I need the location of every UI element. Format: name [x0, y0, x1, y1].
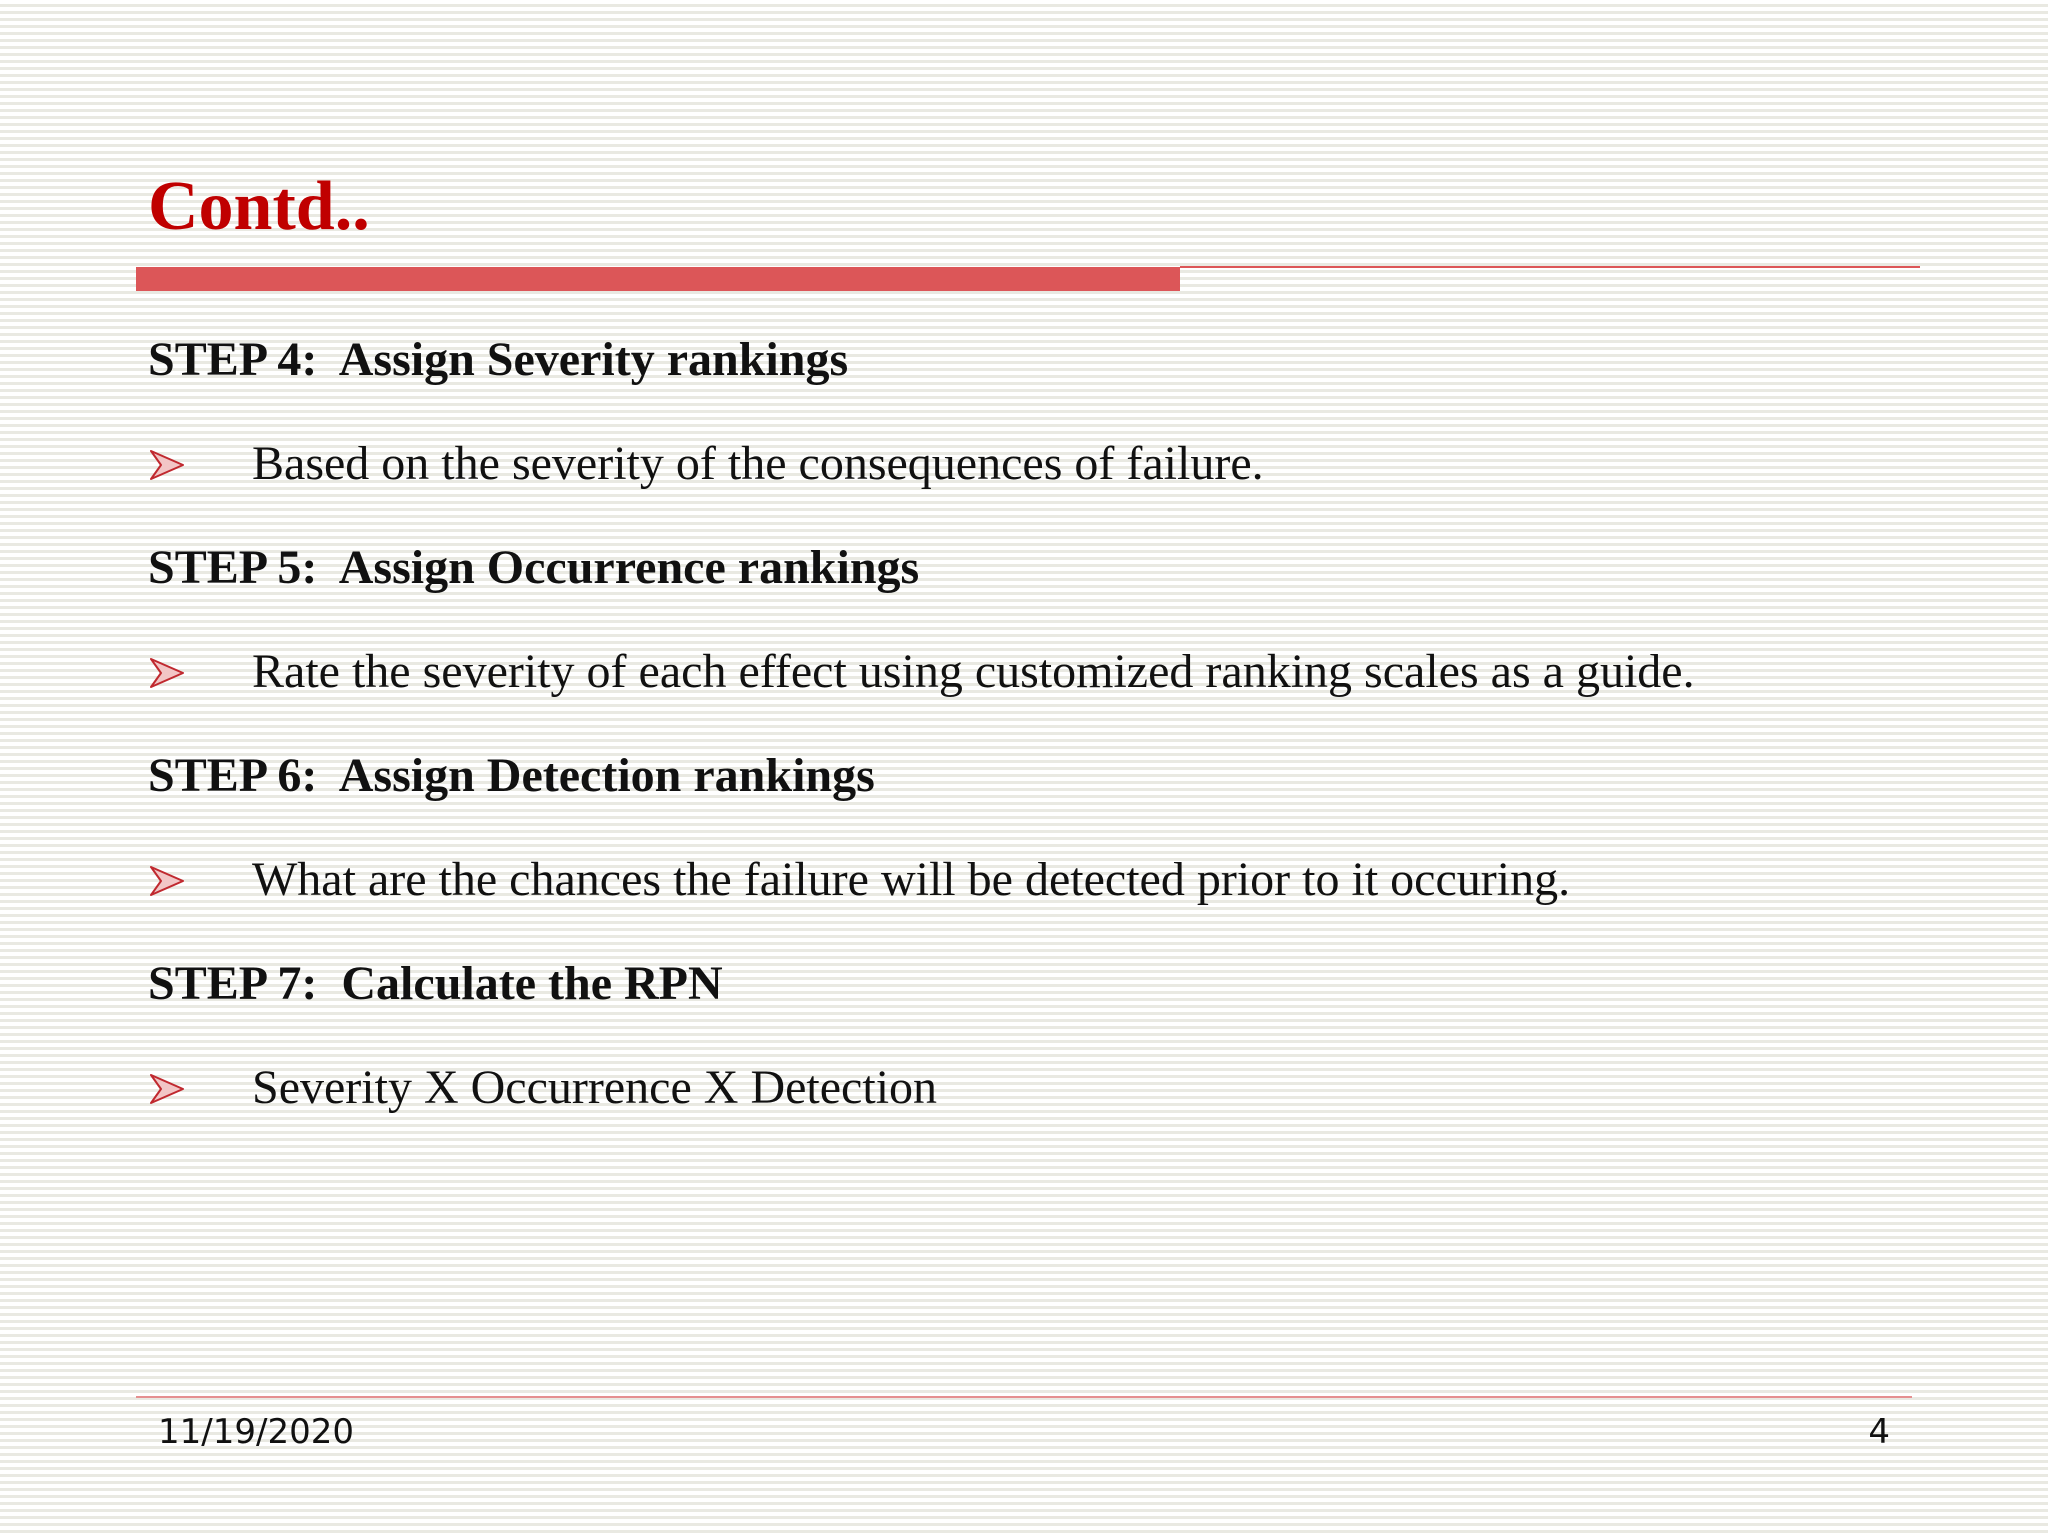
arrowhead-bullet-icon	[150, 448, 184, 482]
step-5-heading: STEP 5: Assign Occurrence rankings	[148, 541, 920, 594]
title-underline-rule	[1180, 266, 1920, 268]
arrowhead-bullet-icon	[150, 864, 184, 898]
step-7-bullet	[148, 1058, 1928, 1118]
slide-content	[148, 330, 1928, 1162]
slide-title: Contd..	[148, 168, 370, 245]
step-5-bullet-text: Rate the severity of each effect using customized ranking scales as a guide.	[252, 645, 1695, 698]
step-6-bullet	[148, 850, 1928, 910]
footer-divider	[136, 1396, 1912, 1398]
arrowhead-bullet-icon	[150, 656, 184, 690]
page-number: 4	[1868, 1412, 1890, 1452]
step-6-heading: STEP 6: Assign Detection rankings	[148, 749, 875, 802]
footer-date: 11/19/2020	[158, 1412, 354, 1452]
title-underline-bar	[136, 267, 1180, 291]
arrowhead-bullet-icon	[150, 1072, 184, 1106]
step-6-bullet-text: What are the chances the failure will be detected prior to it occuring.	[252, 853, 1571, 906]
step-4-bullet	[148, 434, 1928, 494]
step-4-heading: STEP 4: Assign Severity rankings	[148, 333, 849, 386]
step-5-bullet	[148, 642, 1928, 702]
step-7-heading: STEP 7: Calculate the RPN	[148, 957, 723, 1010]
step-4-bullet-text: Based on the severity of the consequences of failure.	[252, 437, 1264, 490]
step-7-bullet-text: Severity X Occurrence X Detection	[252, 1061, 938, 1114]
